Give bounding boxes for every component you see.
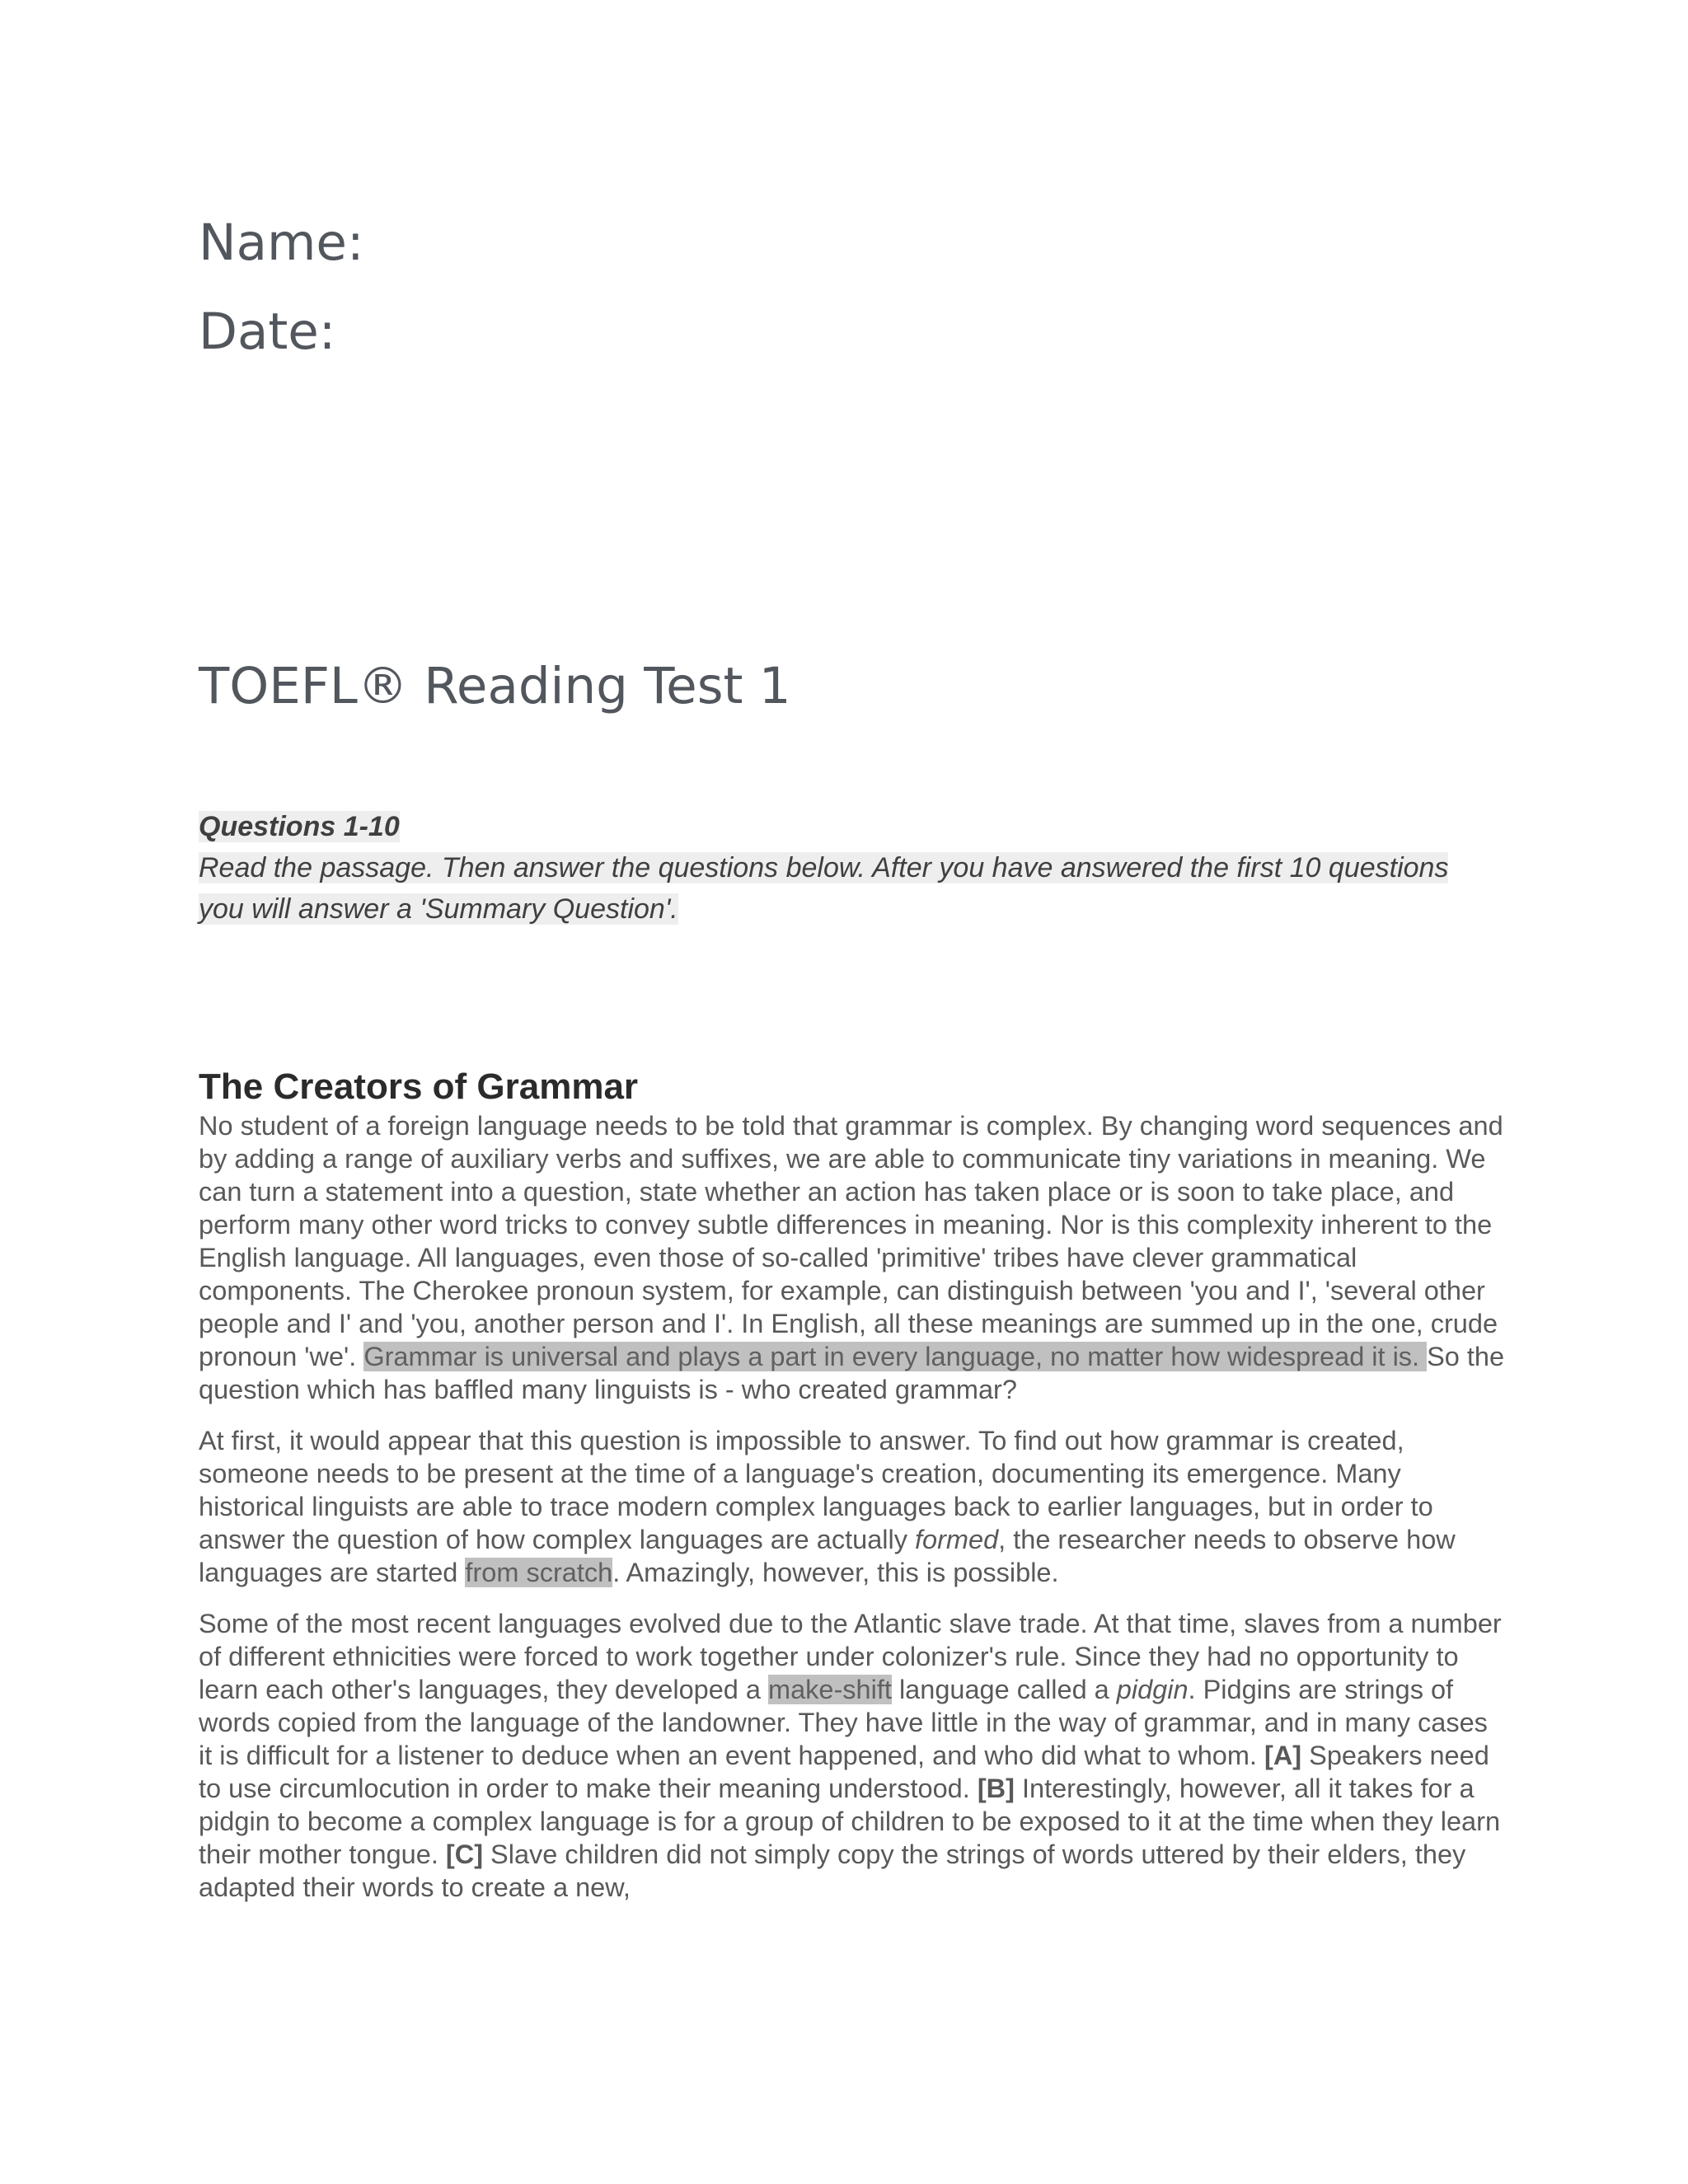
paragraph-text: Speakers need to use circumlocution in order to make their meaning understood. xyxy=(199,1741,1489,1803)
paragraph-text: . Amazingly, however, this is possible. xyxy=(612,1558,1059,1587)
paragraph-text: . Pidgins are strings of words copied from the language of the landowner. They have little in the way of grammar, and in many cases it is difficult for a listener to deduce when an event happened, and who did what to whom. xyxy=(199,1675,1488,1770)
test-title: TOEFL® Reading Test 1 xyxy=(199,657,791,715)
name-label: Name: xyxy=(199,213,364,272)
paragraph-text: So the question which has baffled many linguists is - who created grammar? xyxy=(199,1342,1505,1404)
paragraph-text: , the researcher needs to observe how languages are started xyxy=(199,1525,1456,1587)
paragraph-text: Slave children did not simply copy the strings of words uttered by their elders, they adapted their words to create a new, xyxy=(199,1840,1466,1902)
italic-word: pidgin xyxy=(1116,1675,1189,1704)
instructions-text: Read the passage. Then answer the questions below. After you have answered the first 10 questions you will answer a 'Summary Question'. xyxy=(199,852,1449,925)
question-range: Questions 1-10 xyxy=(199,811,400,842)
instructions-block xyxy=(199,806,1484,930)
passage-title: The Creators of Grammar xyxy=(199,1066,639,1107)
paragraph-3 xyxy=(199,1607,1505,1904)
paragraph-text: No student of a foreign language needs to be told that grammar is complex. By changing word sequences and by adding a range of auxiliary verbs and suffixes, we are able to communicate tiny variations in meaning. We can turn a statement into a question, state whether an action has taken place or is soon to take place, and perform many other word tricks to convey subtle differences in meaning. Nor is this complexity inherent to the English language. All languages, even those of so-called 'primitive' tribes have clever grammatical components. The Cherokee pronoun system, for example, can distinguish between 'you and I', 'several other people and I' and 'you, another person and I'. In English, all these meanings are summed up in the one, crude pronoun 'we'. xyxy=(199,1111,1503,1371)
paragraph-1 xyxy=(199,1109,1505,1406)
insertion-marker-c[interactable]: [C] xyxy=(445,1840,484,1869)
insertion-marker-b[interactable]: [B] xyxy=(977,1774,1015,1803)
highlighted-phrase[interactable]: from scratch xyxy=(465,1558,613,1587)
insertion-marker-a[interactable]: [A] xyxy=(1264,1741,1302,1770)
paragraph-text: At first, it would appear that this question is impossible to answer. To find out how grammar is created, someone needs to be present at the time of a language's creation, documenting its emergence. Many historical linguists are able to trace modern complex languages back to earlier languages, but in order to answer the question of how complex languages are actually xyxy=(199,1426,1433,1554)
paragraph-text: language called a xyxy=(891,1675,1117,1704)
paragraph-2 xyxy=(199,1424,1505,1589)
italic-word: formed xyxy=(915,1525,999,1554)
paragraph-text: Some of the most recent languages evolved due to the Atlantic slave trade. At that time, slaves from a number of different ethnicities were forced to work together under colonizer's rule. Since they had no opportunity to learn each other's languages, they developed a xyxy=(199,1609,1502,1704)
reading-passage xyxy=(199,1065,1505,1922)
date-label: Date: xyxy=(199,302,336,361)
highlighted-sentence[interactable]: Grammar is universal and plays a part in every language, no matter how widespread it is. xyxy=(363,1342,1428,1371)
paragraph-text: Interestingly, however, all it takes for a pidgin to become a complex language is for a group of children to be exposed to it at the time when they learn their mother tongue. xyxy=(199,1774,1501,1869)
highlighted-word[interactable]: make-shift xyxy=(768,1675,892,1704)
